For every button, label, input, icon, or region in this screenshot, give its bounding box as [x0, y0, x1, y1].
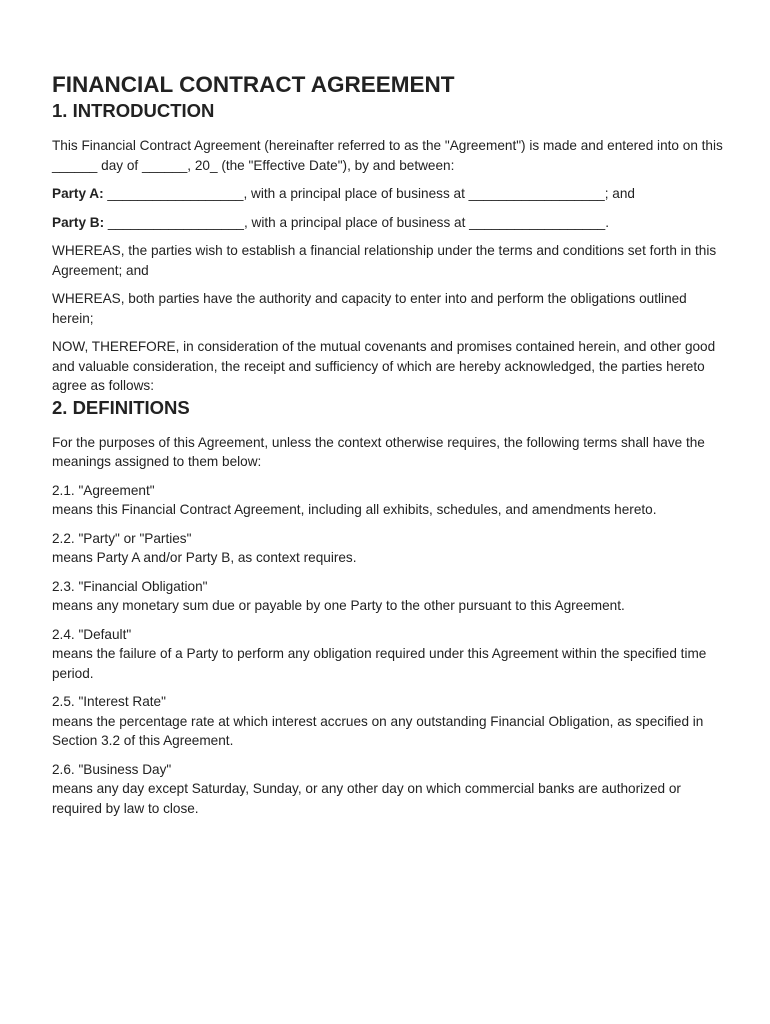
intro-paragraph: This Financial Contract Agreement (hereinafter referred to as the "Agreement") is made and entered into on this ______ day of ______, 20_ (the "Effective Date"), by and between: [52, 138, 723, 173]
whereas-paragraph-2: WHEREAS, both parties have the authority and capacity to enter into and perform the obligations outlined herein; [52, 291, 687, 326]
party-a-label: Party A: [52, 186, 104, 201]
party-a-text: __________________, with a principal place of business at __________________; and [103, 186, 635, 201]
definition-term: 2.5. "Interest Rate" [52, 694, 166, 709]
whereas-paragraph-1: WHEREAS, the parties wish to establish a financial relationship under the terms and conditions set forth in this Agreement; and [52, 243, 717, 278]
definition-term: 2.1. "Agreement" [52, 482, 155, 498]
section-heading-definitions: 2. DEFINITIONS [52, 396, 190, 418]
definition-term: 2.6. "Business Day" [52, 761, 172, 777]
party-b-text: __________________, with a principal place of business at __________________. [104, 214, 610, 230]
definition-meaning: means any day except Saturday, Sunday, or any other day on which commercial banks are authorized or required by law to close. [52, 781, 681, 816]
definition-item [52, 577, 730, 616]
definition-meaning: means the percentage rate at which interest accrues on any outstanding Financial Obligation, as specified in Section 3.2 of this Agreement. [52, 713, 704, 748]
definition-meaning: means Party A and/or Party B, as context requires. [52, 550, 357, 565]
party-a-line [52, 184, 730, 204]
definition-term: 2.4. "Default" [52, 626, 132, 642]
definition-item [52, 625, 730, 684]
party-b-label: Party B: [52, 214, 105, 230]
definition-meaning: means the failure of a Party to perform any obligation required under this Agreement within the specified time period. [52, 646, 707, 681]
definition-item [52, 692, 730, 751]
definition-meaning: means any monetary sum due or payable by one Party to the other pursuant to this Agreement. [52, 598, 625, 613]
definitions-intro: For the purposes of this Agreement, unless the context otherwise requires, the following terms shall have the meanings assigned to them below: [52, 434, 705, 469]
document-title: FINANCIAL CONTRACT AGREEMENT [52, 72, 455, 97]
definition-item [52, 760, 730, 819]
definition-term: 2.3. "Financial Obligation" [52, 578, 208, 594]
now-therefore-paragraph: NOW, THEREFORE, in consideration of the mutual covenants and promises contained herein, and other good and valuable consideration, the receipt and sufficiency of which are hereby acknowledged, the parties hereto agree as follows: [52, 339, 716, 393]
definition-item [52, 481, 730, 520]
definition-item [52, 529, 730, 568]
definition-meaning: means this Financial Contract Agreement, including all exhibits, schedules, and amendments hereto. [52, 502, 657, 517]
party-b-line [52, 213, 730, 233]
definition-term: 2.2. "Party" or "Parties" [52, 530, 192, 546]
section-heading-introduction: 1. INTRODUCTION [52, 100, 215, 121]
